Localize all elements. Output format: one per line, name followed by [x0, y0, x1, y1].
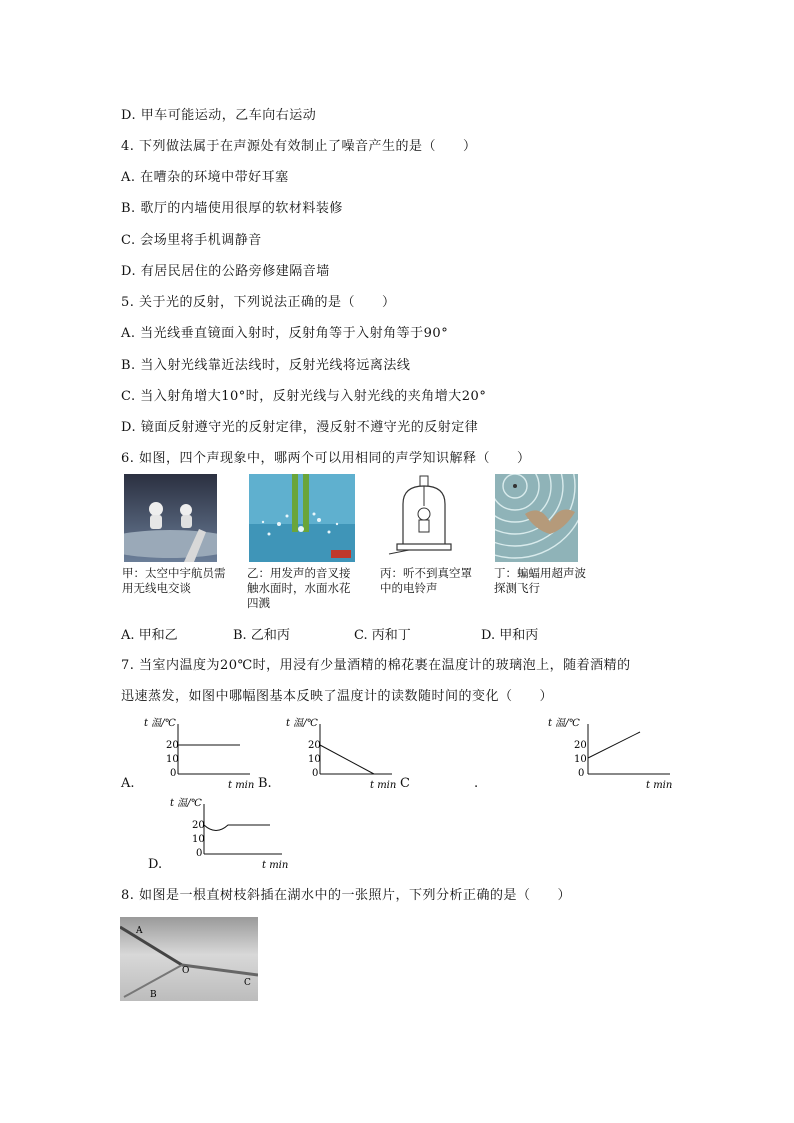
- q5-option-a: A. 当光线垂直镜面入射时，反射角等于入射角等于90°: [121, 326, 449, 341]
- svg-text:0: 0: [578, 768, 585, 779]
- q6-figure-yi: [249, 474, 355, 562]
- q6-figure-jia: [124, 474, 217, 562]
- q4-option-c: C. 会场里将手机调静音: [121, 233, 262, 248]
- q7-stem-line1: 7. 当室内温度为20℃时，用浸有少量酒精的棉花裹在温度计的玻璃泡上，随着酒精的: [121, 658, 631, 673]
- q6-caption-bing: 丙：听不到真空罩中的电铃声: [380, 566, 472, 595]
- svg-text:C: C: [244, 978, 251, 988]
- svg-text:t min: t min: [646, 780, 673, 791]
- svg-text:t 温/℃: t 温/℃: [548, 718, 580, 729]
- svg-text:0: 0: [170, 768, 177, 779]
- q7-option-b-label: B.: [258, 776, 272, 791]
- svg-text:20: 20: [308, 740, 321, 751]
- q6-caption-yi: 乙：用发声的音叉接触水面时，水面水花四溅: [247, 566, 351, 610]
- svg-text:O: O: [182, 966, 190, 976]
- q8-photo: [120, 917, 258, 1001]
- q6-option-a: A. 甲和乙: [121, 628, 178, 643]
- svg-text:A: A: [136, 926, 143, 936]
- q6-option-b: B. 乙和丙: [233, 628, 290, 643]
- q4-stem: 4. 下列做法属于在声源处有效制止了噪音产生的是（ ）: [121, 139, 477, 154]
- q7-option-d-label: D.: [148, 857, 163, 872]
- svg-text:t min: t min: [262, 860, 289, 871]
- q7-option-a-label: A.: [121, 776, 135, 791]
- svg-text:t min: t min: [370, 780, 397, 791]
- q6-stem: 6. 如图，四个声现象中，哪两个可以用相同的声学知识解释（ ）: [121, 451, 531, 466]
- svg-text:t 温/℃: t 温/℃: [286, 718, 318, 729]
- svg-text:10: 10: [192, 834, 205, 845]
- svg-text:10: 10: [166, 754, 179, 765]
- svg-text:0: 0: [196, 848, 203, 859]
- svg-text:t 温/℃: t 温/℃: [170, 798, 202, 809]
- svg-text:0: 0: [312, 768, 319, 779]
- q5-stem: 5. 关于光的反射，下列说法正确的是（ ）: [121, 295, 396, 310]
- q5-option-b: B. 当入射光线靠近法线时，反射光线将远离法线: [121, 358, 411, 373]
- q7-graph-b: [282, 712, 402, 792]
- q7-graph-d: [166, 792, 296, 872]
- svg-text:t min: t min: [228, 780, 255, 791]
- q7-graph-c: [544, 712, 684, 792]
- q3-option-d: D. 甲车可能运动，乙车向右运动: [121, 108, 317, 123]
- q5-option-c: C. 当入射角增大10°时，反射光线与入射光线的夹角增大20°: [121, 389, 487, 404]
- q6-figure-bing: [381, 474, 467, 562]
- q6-figure-ding: [495, 474, 578, 562]
- svg-text:10: 10: [574, 754, 587, 765]
- graph-a-ylabel: t 温/℃: [144, 718, 176, 729]
- svg-text:B: B: [150, 990, 157, 1000]
- svg-text:20: 20: [166, 740, 179, 751]
- q8-stem: 8. 如图是一根直树枝斜插在湖水中的一张照片，下列分析正确的是（ ）: [121, 888, 572, 903]
- q6-option-d: D. 甲和丙: [481, 628, 539, 643]
- svg-text:20: 20: [192, 820, 205, 831]
- q6-caption-ding: 丁：蝙蝠用超声波探测飞行: [494, 566, 586, 595]
- q4-option-b: B. 歌厅的内墙使用很厚的软材料装修: [121, 201, 343, 216]
- q7-graph-a: [140, 712, 260, 792]
- q4-option-d: D. 有居民居住的公路旁修建隔音墙: [121, 264, 330, 279]
- q7-stem-line2: 迅速蒸发，如图中哪幅图基本反映了温度计的读数随时间的变化（ ）: [121, 689, 554, 704]
- q6-caption-jia: 甲：太空中宇航员需用无线电交谈: [122, 566, 226, 595]
- svg-text:10: 10: [308, 754, 321, 765]
- q6-option-c: C. 丙和丁: [354, 628, 411, 643]
- q5-option-d: D. 镜面反射遵守光的反射定律，漫反射不遵守光的反射定律: [121, 420, 479, 435]
- q7-option-c-dot: .: [474, 776, 479, 791]
- q4-option-a: A. 在嘈杂的环境中带好耳塞: [121, 170, 289, 185]
- q7-option-c-label: C: [400, 776, 410, 791]
- svg-text:20: 20: [574, 740, 587, 751]
